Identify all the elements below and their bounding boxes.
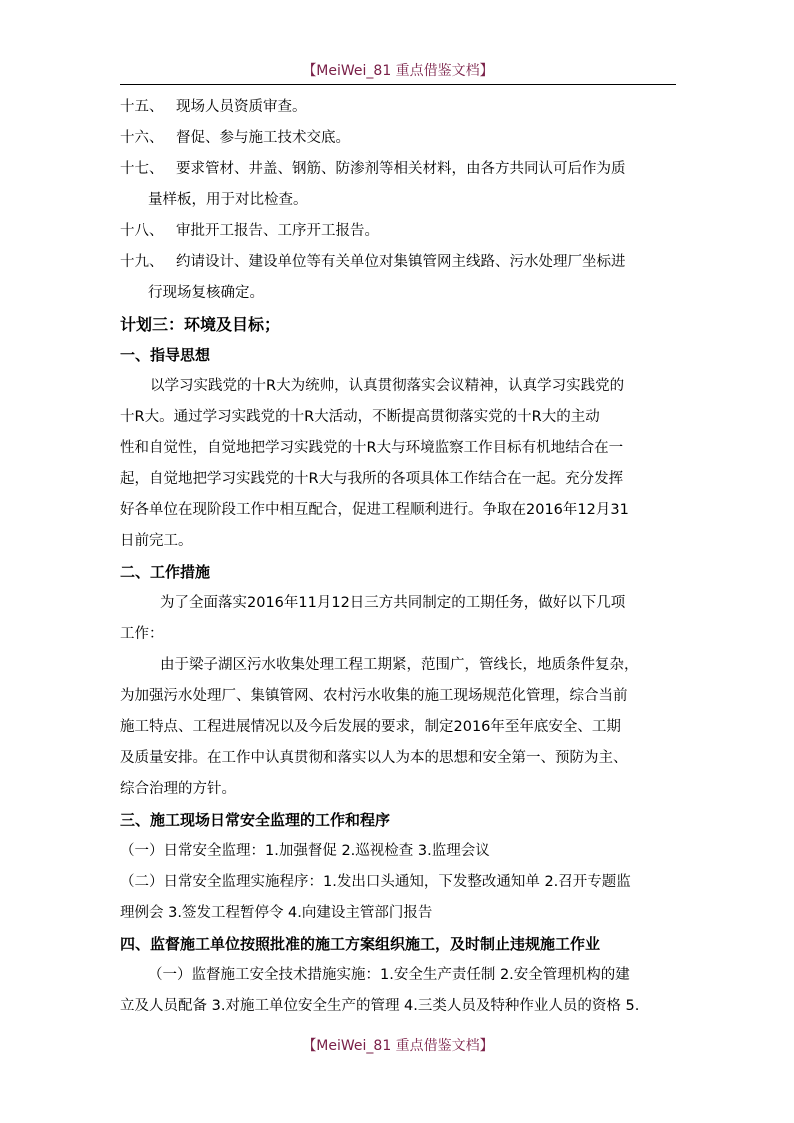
paragraph-line: （二）日常安全监理实施程序：1.发出口头通知，下发整改通知单 2.召开专题监 (120, 874, 631, 890)
item-text: 要求管材、井盖、钢筋、防渗剂等相关材料，由各方共同认可后作为质 (176, 161, 626, 177)
list-item (120, 216, 676, 247)
item-text: 督促、参与施工技术交底。 (176, 130, 350, 146)
list-item (120, 92, 676, 123)
paragraph-line: 及质量安排。在工作中认真贯彻和落实以人为本的思想和安全第一、预防为主、 (120, 750, 628, 766)
paragraph-line: 工作： (120, 626, 164, 642)
page-footer: 【MeiWei_81 重点借鉴文档】 (302, 1038, 494, 1054)
list-item (120, 154, 676, 185)
plan-title: 计划三：环境及目标； (120, 315, 281, 334)
item-number: 十七、 (120, 161, 164, 177)
paragraph-line: 以学习实践党的十R大为统帅，认真贯彻落实会议精神，认真学习实践党的 (150, 378, 625, 394)
document-body (120, 92, 676, 1022)
item-text: 约请设计、建设单位等有关单位对集镇管网主线路、污水处理厂坐标进 (176, 254, 626, 270)
item-number: 十八、 (120, 223, 164, 239)
paragraph-line: 由于梁子湖区污水收集处理工程工期紧，范围广，管线长，地质条件复杂， (160, 657, 639, 673)
paragraph-line: 性和自觉性，自觉地把学习实践党的十R大与环境监察工作目标有机地结合在一 (120, 440, 624, 456)
paragraph-line: 施工特点、工程进展情况以及今后发展的要求，制定2016年至年底安全、工期 (120, 719, 621, 735)
paragraph-line: 立及人员配备 3.对施工单位安全生产的管理 4.三类人员及特种作业人员的资格 5. (120, 998, 640, 1014)
item-text-continued: 量样板，用于对比检查。 (148, 192, 308, 208)
item-text: 现场人员资质审查。 (176, 99, 307, 115)
paragraph-line: （一）监督施工安全技术措施实施：1.安全生产责任制 2.安全管理机构的建 (148, 967, 630, 983)
section-heading: 三、施工现场日常安全监理的工作和程序 (120, 811, 391, 829)
paragraph-line: 起，自觉地把学习实践党的十R大与我所的各项具体工作结合在一起。充分发挥 (120, 471, 624, 487)
paragraph-line: 十R大。通过学习实践党的十R大活动，不断提高贯彻落实党的十R大的主动 (120, 409, 600, 425)
paragraph-line: 好各单位在现阶段工作中相互配合，促进工程顺利进行。争取在2016年12月31 (120, 502, 629, 518)
paragraph-line: （一）日常安全监理：1.加强督促 2.巡视检查 3.监理会议 (120, 843, 490, 859)
list-item (120, 123, 676, 154)
list-item (120, 247, 676, 278)
paragraph-line: 为加强污水处理厂、集镇管网、农村污水收集的施工现场规范化管理，综合当前 (120, 688, 628, 704)
section-heading: 一、指导思想 (120, 346, 211, 364)
item-number: 十九、 (120, 254, 164, 270)
item-text: 审批开工报告、工序开工报告。 (176, 223, 379, 239)
item-text-continued: 行现场复核确定。 (148, 285, 264, 301)
item-number: 十五、 (120, 99, 164, 115)
paragraph-line: 日前完工。 (120, 533, 193, 549)
paragraph-line: 为了全面落实2016年11月12日三方共同制定的工期任务，做好以下几项 (160, 595, 626, 611)
section-heading: 二、工作措施 (120, 563, 211, 581)
page-header: 【MeiWei_81 重点借鉴文档】 (120, 60, 676, 85)
paragraph-line: 理例会 3.签发工程暂停令 4.向建设主管部门报告 (120, 905, 433, 921)
section-heading: 四、监督施工单位按照批准的施工方案组织施工，及时制止违规施工作业 (120, 935, 601, 953)
paragraph-line: 综合治理的方针。 (120, 781, 236, 797)
item-number: 十六、 (120, 130, 164, 146)
